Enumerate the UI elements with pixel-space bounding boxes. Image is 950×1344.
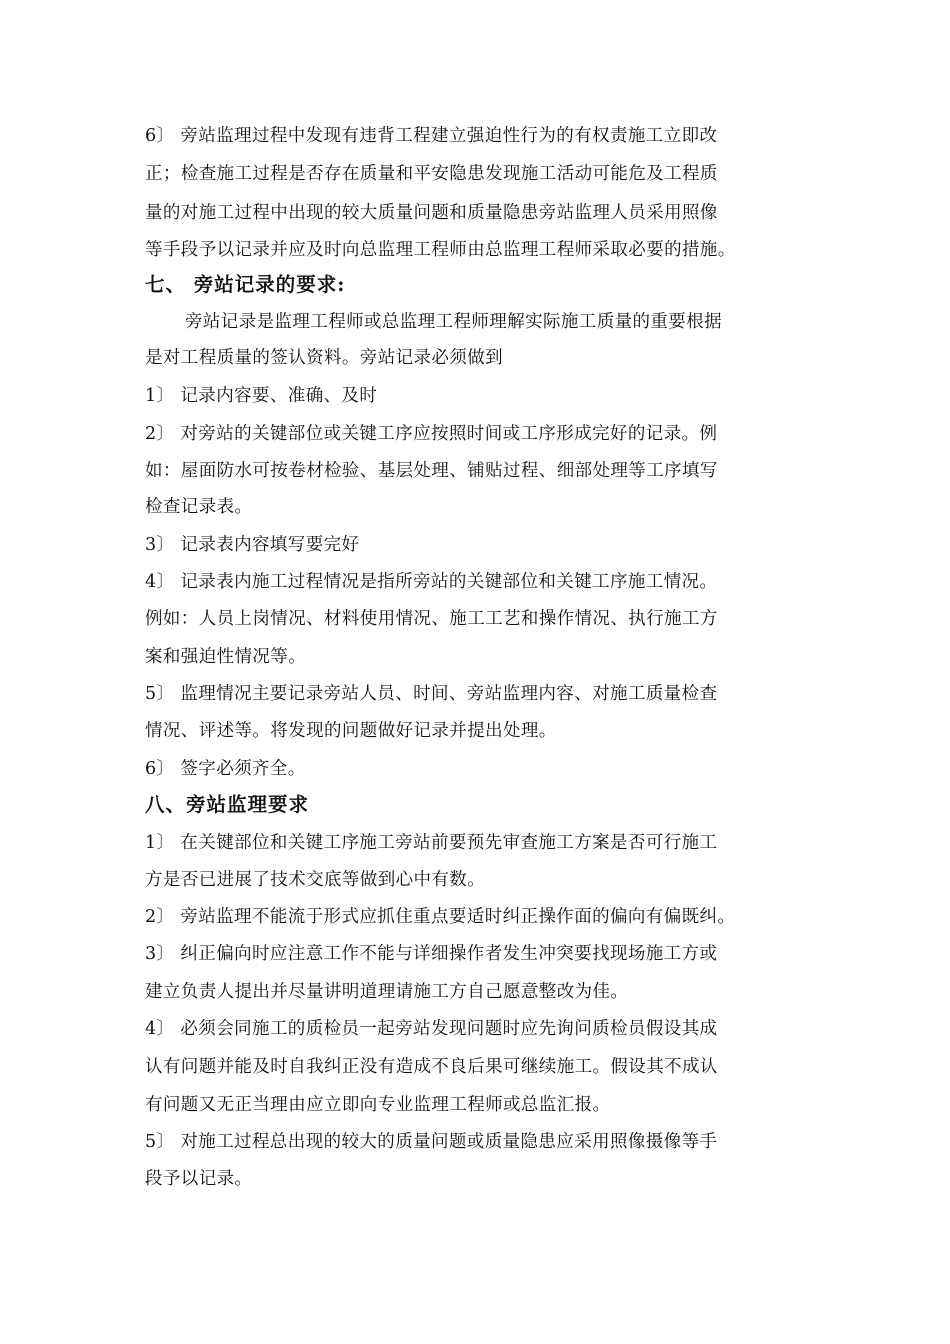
paragraph-line: 认有问题并能及时自我纠正没有造成不良后果可继续施工。假设其不成认 (145, 1057, 718, 1077)
paragraph-line: 方是否已进展了技术交底等做到心中有数。 (145, 870, 486, 890)
paragraph-line: 4〕 记录表内施工过程情况是指所旁站的关键部位和关键工序施工情况。 (145, 572, 718, 592)
paragraph-line: 等手段予以记录并应及时向总监理工程师由总监理工程师采取必要的措施。 (145, 240, 736, 260)
paragraph-line: 6〕 旁站监理过程中发现有违背工程建立强迫性行为的有权责施工立即改 (145, 126, 718, 146)
section-heading: 八、旁站监理要求 (145, 793, 310, 816)
paragraph-line: 情况、评述等。将发现的问题做好记录并提出处理。 (145, 721, 557, 741)
paragraph-line: 2〕 对旁站的关键部位或关键工序应按照时间或工序形成完好的记录。例 (145, 424, 718, 444)
paragraph-line: 有问题又无正当理由应立即向专业监理工程师或总监汇报。 (145, 1095, 611, 1115)
paragraph-line: 1〕 在关键部位和关键工序施工旁站前要预先审查施工方案是否可行施工 (145, 833, 718, 853)
paragraph-line: 如：屋面防水可按卷材检验、基层处理、铺贴过程、细部处理等工序填写 (145, 461, 718, 481)
paragraph-line: 6〕 签字必须齐全。 (145, 759, 306, 779)
paragraph-line: 是对工程质量的签认资料。旁站记录必须做到 (145, 348, 503, 368)
paragraph-line: 2〕 旁站监理不能流于形式应抓住重点要适时纠正操作面的偏向有偏既纠。 (145, 907, 736, 927)
section-heading: 七、 旁站记录的要求: (145, 273, 346, 296)
paragraph-line: 1〕 记录内容要、准确、及时 (145, 386, 378, 406)
paragraph-line: 量的对施工过程中出现的较大质量问题和质量隐患旁站监理人员采用照像 (145, 203, 718, 223)
paragraph-line: 建立负责人提出并尽量讲明道理请施工方自己愿意整改为佳。 (145, 982, 629, 1002)
paragraph-line: 正；检查施工过程是否存在质量和平安隐患发现施工活动可能危及工程质 (145, 164, 718, 184)
paragraph-line: 4〕 必须会同施工的质检员一起旁站发现问题时应先询问质检员假设其成 (145, 1019, 718, 1039)
paragraph-line: 5〕 监理情况主要记录旁站人员、时间、旁站监理内容、对施工质量检查 (145, 684, 718, 704)
paragraph-line: 案和强迫性情况等。 (145, 647, 307, 667)
paragraph-line: 3〕 记录表内容填写要完好 (145, 535, 360, 555)
paragraph-line: 段予以记录。 (145, 1169, 253, 1189)
paragraph-line: 旁站记录是监理工程师或总监理工程师理解实际施工质量的重要根据 (185, 312, 722, 332)
paragraph-line: 5〕 对施工过程总出现的较大的质量问题或质量隐患应采用照像摄像等手 (145, 1132, 718, 1152)
paragraph-line: 检查记录表。 (145, 497, 253, 517)
paragraph-line: 3〕 纠正偏向时应注意工作不能与详细操作者发生冲突要找现场施工方或 (145, 944, 718, 964)
paragraph-line: 例如：人员上岗情况、材料使用情况、施工工艺和操作情况、执行施工方 (145, 609, 718, 629)
